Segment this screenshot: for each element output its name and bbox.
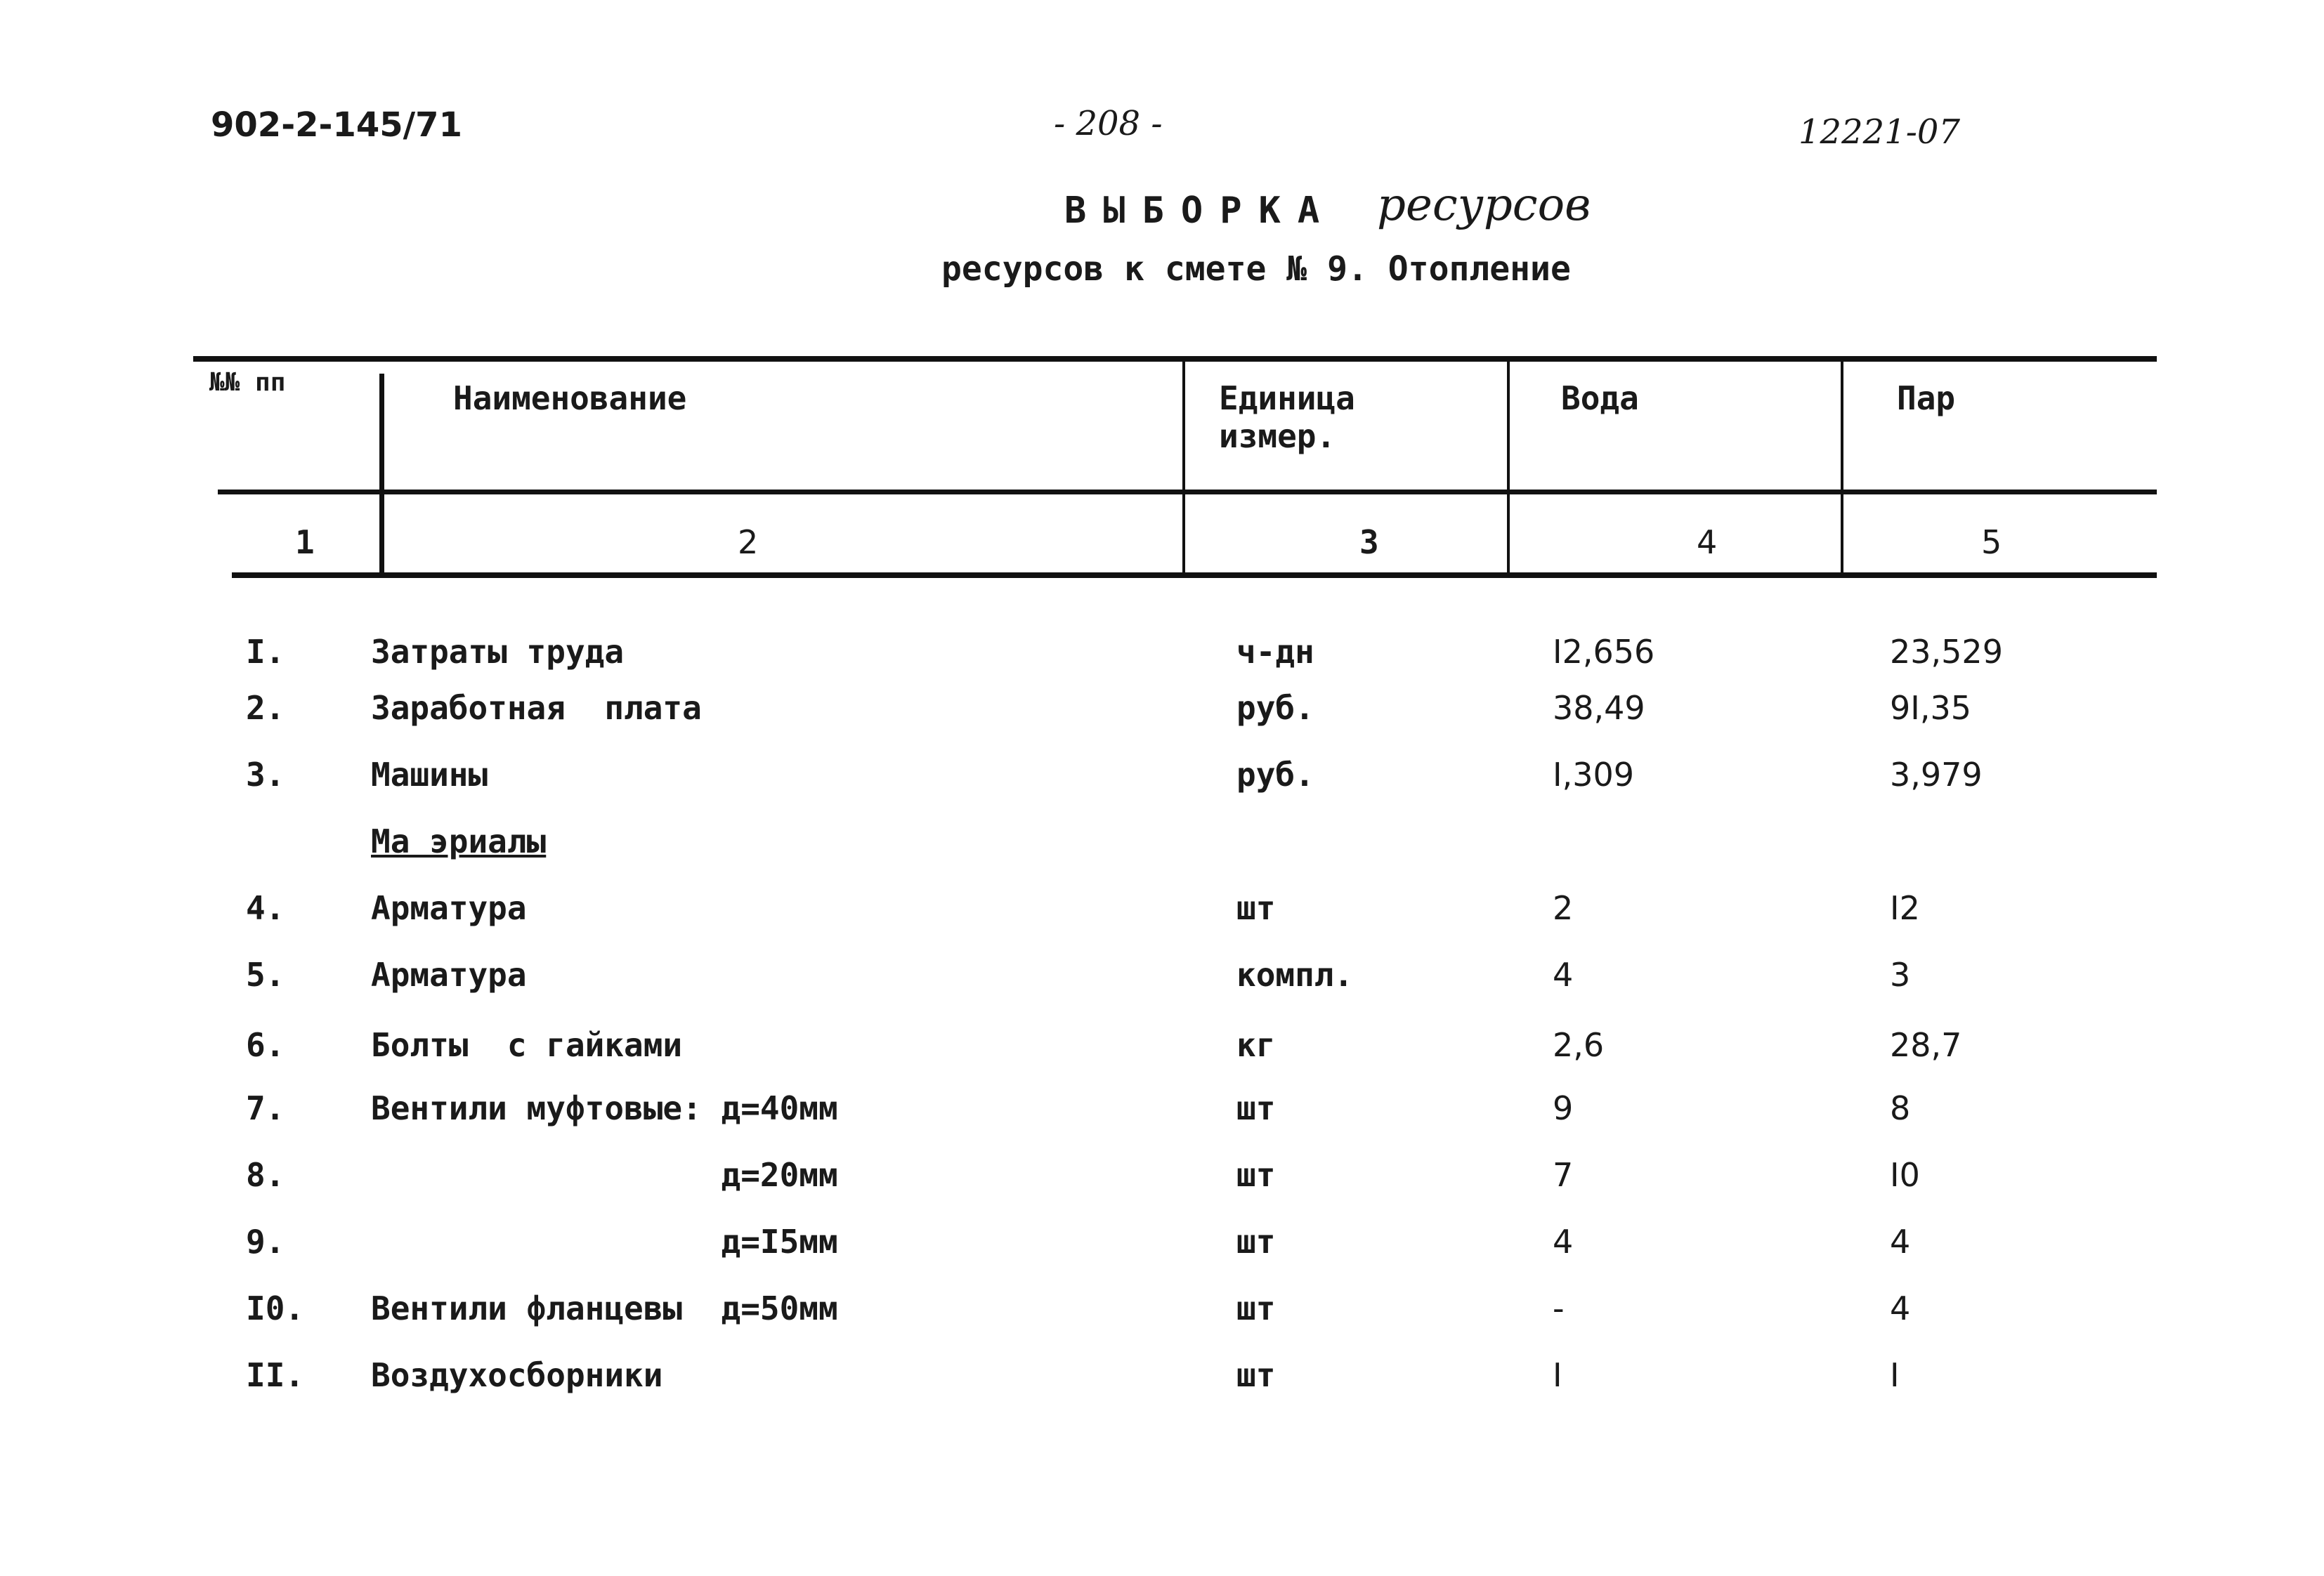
table-row: [0, 1011, 2324, 1079]
row-name: Арматура: [371, 956, 527, 994]
row-unit: шт: [1236, 1156, 1276, 1194]
row-water: 4: [1553, 956, 1574, 994]
table-number-row-rule: [232, 572, 2157, 578]
row-steam: I0: [1890, 1156, 1920, 1194]
column-divider-4: [1841, 362, 1843, 572]
table-row: [0, 1341, 2324, 1409]
row-water: 9: [1553, 1089, 1574, 1127]
column-number-5: 5: [1981, 523, 2002, 561]
table-row: [0, 1141, 2324, 1209]
row-unit: шт: [1236, 1089, 1276, 1127]
row-name: Вентили муфтовые: д=40мм: [371, 1089, 838, 1127]
row-name: Арматура: [371, 889, 527, 927]
header-num: №№ пп: [209, 368, 286, 397]
row-water: 2: [1553, 889, 1574, 927]
row-number: 7.: [246, 1089, 285, 1127]
row-steam: I: [1890, 1356, 1900, 1394]
column-number-2: 2: [738, 523, 759, 561]
table-top-rule: [193, 356, 2157, 362]
row-number: 9.: [246, 1223, 285, 1261]
header-name: Наименование: [453, 379, 687, 417]
row-steam: 3,979: [1890, 756, 1983, 794]
row-number: 2.: [246, 689, 285, 727]
table-row: [0, 1075, 2324, 1142]
row-unit: кг: [1236, 1026, 1276, 1064]
table-row: [0, 808, 2324, 875]
sheet-code: 12221-07: [1799, 112, 1960, 152]
row-unit: руб.: [1236, 689, 1314, 727]
row-number: I.: [246, 633, 285, 671]
row-name: Вентили фланцевы д=50мм: [371, 1289, 838, 1327]
column-number-1: 1: [295, 523, 315, 561]
row-name: Заработная плата: [371, 689, 702, 727]
row-water: 4: [1553, 1223, 1574, 1261]
row-water: I2,656: [1553, 633, 1655, 671]
header-water: Вода: [1561, 379, 1639, 417]
row-name: д=20мм: [371, 1156, 838, 1194]
table-row: [0, 674, 2324, 742]
row-name: Затраты труда: [371, 633, 625, 671]
row-number: II.: [246, 1356, 305, 1394]
row-steam: 4: [1890, 1223, 1911, 1261]
row-unit: шт: [1236, 1289, 1276, 1327]
header-unit: Единица измер.: [1219, 379, 1355, 455]
row-unit: шт: [1236, 889, 1276, 927]
header-steam: Пар: [1897, 379, 1956, 417]
document-subtitle: ресурсов к смете № 9. Отопление: [941, 249, 1571, 289]
row-steam: 28,7: [1890, 1026, 1962, 1064]
column-divider-2: [1182, 362, 1185, 572]
row-steam: 23,529: [1890, 633, 2003, 671]
table-row: [0, 941, 2324, 1009]
row-name: Воздухосборники: [371, 1356, 663, 1394]
row-steam: 8: [1890, 1089, 1911, 1127]
row-number: 4.: [246, 889, 285, 927]
table-row: [0, 741, 2324, 808]
row-steam: 9I,35: [1890, 689, 1971, 727]
row-water: I,309: [1553, 756, 1634, 794]
row-unit: компл.: [1236, 956, 1354, 994]
row-name: Ма эриалы: [371, 822, 547, 860]
row-unit: шт: [1236, 1223, 1276, 1261]
row-water: I: [1553, 1356, 1562, 1394]
row-number: 8.: [246, 1156, 285, 1194]
document-title-handwritten: ресурсов: [1377, 179, 1591, 231]
row-water: 7: [1553, 1156, 1574, 1194]
row-steam: I2: [1890, 889, 1920, 927]
table-header-rule: [218, 490, 2157, 494]
table-row: [0, 874, 2324, 942]
row-name: Болты с гайками: [371, 1026, 683, 1064]
row-name: д=I5мм: [371, 1223, 838, 1261]
row-number: I0.: [246, 1289, 305, 1327]
column-divider-3: [1507, 362, 1510, 572]
row-unit: руб.: [1236, 756, 1314, 794]
column-number-3: 3: [1359, 523, 1379, 561]
row-unit: ч-дн: [1236, 633, 1314, 671]
row-number: 5.: [246, 956, 285, 994]
page-number: - 208 -: [1054, 104, 1163, 143]
column-divider-1: [379, 374, 384, 577]
row-water: 38,49: [1553, 689, 1645, 727]
row-steam: 3: [1890, 956, 1911, 994]
row-water: -: [1553, 1289, 1565, 1327]
row-number: 3.: [246, 756, 285, 794]
row-steam: 4: [1890, 1289, 1911, 1327]
row-name: Машины: [371, 756, 488, 794]
row-number: 6.: [246, 1026, 285, 1064]
row-water: 2,6: [1553, 1026, 1605, 1064]
row-unit: шт: [1236, 1356, 1276, 1394]
document-code: 902-2-145/71: [211, 105, 462, 145]
document-title: ВЫБОРКА: [1064, 190, 1337, 232]
table-row: [0, 1208, 2324, 1275]
table-row: [0, 1275, 2324, 1342]
column-number-4: 4: [1697, 523, 1718, 561]
